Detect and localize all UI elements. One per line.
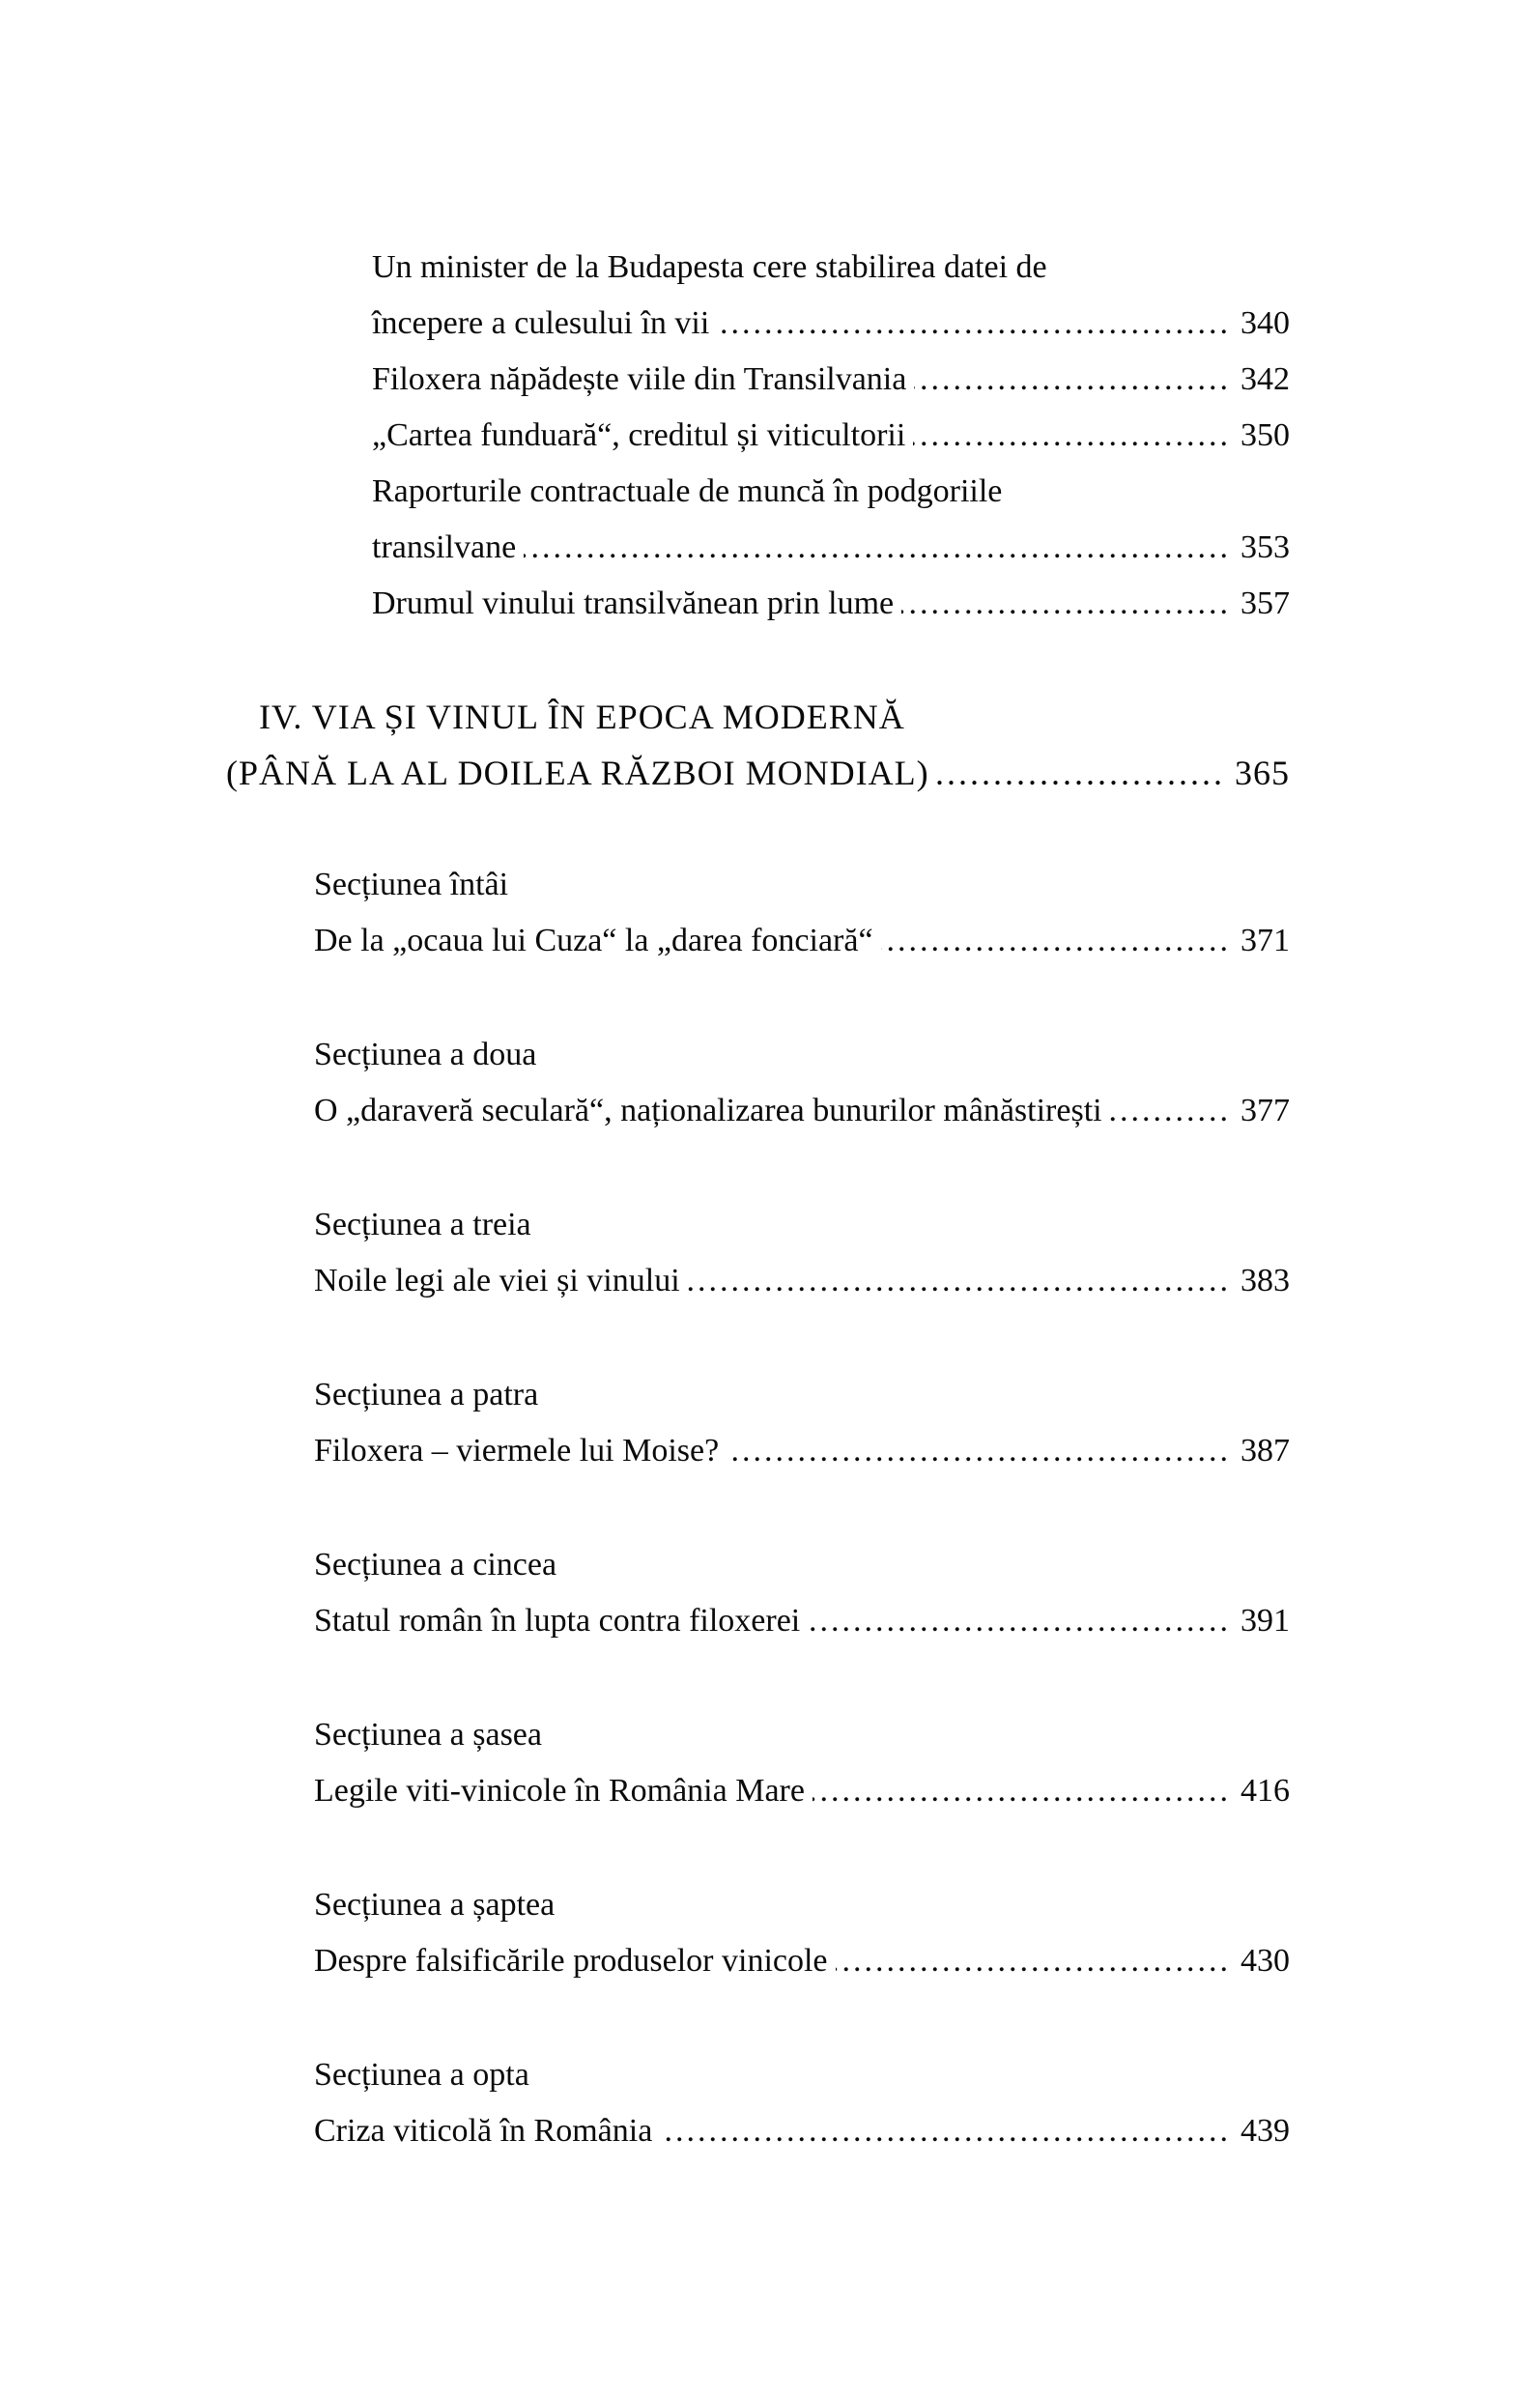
page-number: 439: [1241, 2113, 1290, 2149]
section-title-line: [314, 1083, 1290, 1139]
toc-entry-line: [372, 408, 1290, 464]
toc-entry-text: Raporturile contractuale de muncă în podgoriile: [372, 473, 1003, 509]
chapter-heading-line-1: [226, 689, 1290, 745]
section-block: [314, 1707, 1290, 1819]
section-block: [314, 1877, 1290, 1989]
page-number: 371: [1241, 923, 1290, 958]
section-label: [314, 1707, 1290, 1763]
page-number: 391: [1241, 1603, 1290, 1639]
toc-entry-line: [372, 240, 1290, 296]
toc-entry-text: Filoxera năpădește viile din Transilvania: [372, 361, 907, 397]
dot-leader: [914, 352, 1231, 408]
section-title-line: [314, 1423, 1290, 1479]
section-label-text: Secțiunea a doua: [314, 1037, 537, 1072]
section-label-text: Secțiunea a cincea: [314, 1547, 557, 1583]
section-title-text: De la „ocaua lui Cuza“ la „darea fonciară“: [314, 923, 873, 958]
dot-leader: [808, 1593, 1231, 1649]
section-title-text: Legile viti-vinicole în România Mare: [314, 1773, 805, 1809]
toc-entry-text: începere a culesului în vii: [372, 305, 710, 341]
toc-entry-line: [372, 520, 1290, 576]
dot-leader: [717, 296, 1231, 352]
toc-entry-line: [372, 464, 1290, 520]
dot-leader: [524, 520, 1231, 576]
section-label: [314, 1877, 1290, 1933]
section-title-line: [314, 1593, 1290, 1649]
toc-entry-text: Un minister de la Budapesta cere stabilirea datei de: [372, 249, 1047, 285]
toc-entry-text: „Cartea funduară“, creditul și viticultorii: [372, 417, 906, 453]
chapter-subtitle-text: (PÂNĂ LA AL DOILEA RĂZBOI MONDIAL): [226, 754, 929, 792]
section-title-text: Filoxera – viermele lui Moise?: [314, 1433, 720, 1469]
section-label-text: Secțiunea a șasea: [314, 1717, 542, 1753]
toc-entry-line: [372, 352, 1290, 408]
section-title-text: Statul român în lupta contra filoxerei: [314, 1603, 801, 1639]
section-block: [314, 1367, 1290, 1479]
dot-leader: [901, 576, 1231, 632]
section-title-text: Despre falsificările produselor vinicole: [314, 1943, 828, 1979]
section-label-text: Secțiunea a patra: [314, 1377, 539, 1412]
dot-leader: [913, 408, 1231, 464]
section-block: [314, 1537, 1290, 1649]
dot-leader: [660, 2103, 1231, 2159]
page-number: 416: [1241, 1773, 1290, 1809]
dot-leader: [813, 1763, 1231, 1819]
section-title-line: [314, 2103, 1290, 2159]
page-number: 342: [1241, 361, 1290, 397]
section-title-line: [314, 1933, 1290, 1989]
toc-entry-line: [372, 296, 1290, 352]
dot-leader: [836, 1933, 1231, 1989]
section-label: [314, 857, 1290, 913]
page-number: 430: [1241, 1943, 1290, 1979]
chapter-title-text: IV. VIA ȘI VINUL ÎN EPOCA MODERNĂ: [259, 698, 905, 736]
section-label: [314, 1027, 1290, 1083]
dot-leader: [937, 745, 1225, 801]
chapter-heading-line-2: [226, 745, 1290, 801]
section-label-text: Secțiunea întâi: [314, 867, 509, 902]
dot-leader: [688, 1253, 1231, 1309]
page-number: 383: [1241, 1263, 1290, 1298]
page-number: 350: [1241, 417, 1290, 453]
section-title-line: [314, 1253, 1290, 1309]
section-label: [314, 1197, 1290, 1253]
dot-leader: [881, 913, 1231, 969]
page-number: 377: [1241, 1093, 1290, 1128]
section-title-text: Noile legi ale viei și vinului: [314, 1263, 680, 1298]
toc-entry-text: Drumul vinului transilvănean prin lume: [372, 585, 895, 621]
page-number: 340: [1241, 305, 1290, 341]
section-title-text: O „daraveră seculară“, naționalizarea bunurilor mânăstirești: [314, 1093, 1102, 1128]
section-block: [314, 1197, 1290, 1309]
section-label-text: Secțiunea a treia: [314, 1207, 531, 1242]
section-label-text: Secțiunea a opta: [314, 2057, 529, 2093]
page-number: 387: [1241, 1433, 1290, 1469]
section-label: [314, 1367, 1290, 1423]
section-block: [314, 1027, 1290, 1139]
section-block: [314, 857, 1290, 969]
chapter-heading: [226, 689, 1290, 801]
page-number: 357: [1241, 585, 1290, 621]
section-label-text: Secțiunea a șaptea: [314, 1887, 556, 1923]
section-title-line: [314, 913, 1290, 969]
toc-entry-line: [372, 576, 1290, 632]
section-block: [314, 2047, 1290, 2159]
dot-leader: [1110, 1083, 1231, 1139]
toc-entry-text: transilvane: [372, 529, 517, 565]
section-title-text: Criza viticolă în România: [314, 2113, 653, 2149]
page-number: 365: [1235, 754, 1290, 792]
dot-leader: [727, 1423, 1231, 1479]
section-label: [314, 2047, 1290, 2103]
toc-continuation-block: [372, 240, 1290, 632]
page-number: 353: [1241, 529, 1290, 565]
section-label: [314, 1537, 1290, 1593]
section-title-line: [314, 1763, 1290, 1819]
